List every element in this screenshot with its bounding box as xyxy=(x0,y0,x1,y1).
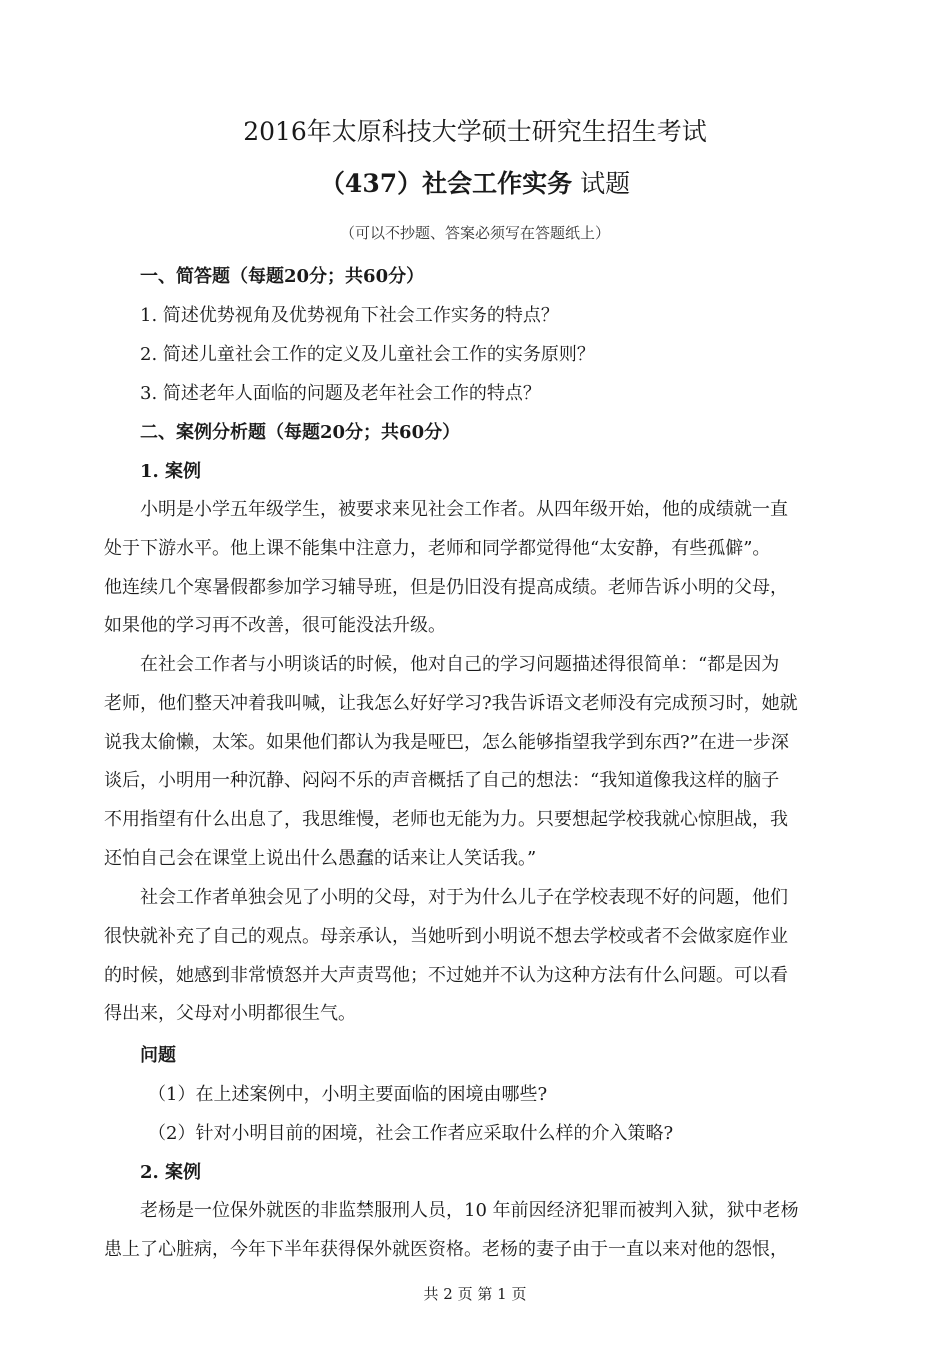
answer-note: （可以不抄题、答案必须写在答题纸上） xyxy=(339,224,610,242)
case1-question: （2）针对小明目前的困境，社会工作者应采取什么样的介入策略? xyxy=(148,1123,674,1144)
text-line: 他连续几个寒暑假都参加学习辅导班，但是仍旧没有提高成绩。老师告诉小明的父母， xyxy=(104,576,788,598)
text-line: 小明是小学五年级学生，被要求来见社会工作者。从四年级开始，他的成绩就一直 xyxy=(140,499,788,520)
page-footer: 共 2 页 第 1 页 xyxy=(423,1285,527,1303)
question-item: 3. 简述老年人面临的问题及老年社会工作的特点？ xyxy=(140,383,541,404)
case2-paragraph xyxy=(104,1192,870,1270)
exam-title: 2016年太原科技大学硕士研究生招生考试 xyxy=(243,117,707,146)
subject-code: （437）社会工作实务 xyxy=(319,169,573,198)
case1-label: 1. 案例 xyxy=(140,461,202,482)
case1-paragraph xyxy=(104,646,870,879)
text-line: 说我太偷懒，太笨。如果他们都认为我是哑巴，怎么能够指望我学到东西?”在进一步深 xyxy=(104,731,789,753)
case1-question: （1）在上述案例中，小明主要面临的困境由哪些? xyxy=(148,1084,548,1105)
case1-questions-label: 问题 xyxy=(140,1045,176,1066)
text-line: 很快就补充了自己的观点。母亲承认，当她听到小明说不想去学校或者不会做家庭作业 xyxy=(104,925,788,947)
case1-paragraph xyxy=(104,879,870,1034)
section1-heading: 一、简答题（每题20分；共60分） xyxy=(140,266,425,287)
text-line: 的时候，她感到非常愤怒并大声责骂他；不过她并不认为这种方法有什么问题。可以看 xyxy=(104,964,788,986)
case2-label: 2. 案例 xyxy=(140,1162,202,1183)
case1-paragraph xyxy=(104,491,870,646)
text-line: 谈后，小明用一种沉静、闷闷不乐的声音概括了自己的想法：“我知道像我这样的脑子 xyxy=(104,770,780,792)
text-line: 社会工作者单独会见了小明的父母，对于为什么儿子在学校表现不好的问题，他们 xyxy=(140,887,788,908)
subject-suffix: 试题 xyxy=(580,169,631,198)
text-line: 如果他的学习再不改善，很可能没法升级。 xyxy=(104,615,446,637)
text-line: 患上了心脏病，今年下半年获得保外就医资格。老杨的妻子由于一直以来对他的怨恨， xyxy=(104,1238,788,1260)
text-line: 老杨是一位保外就医的非监禁服刑人员，10 年前因经济犯罪而被判入狱，狱中老杨 xyxy=(140,1200,799,1221)
text-line: 还怕自己会在课堂上说出什么愚蠢的话来让人笑话我。” xyxy=(104,847,537,869)
section2-heading: 二、案例分析题（每题20分；共60分） xyxy=(140,422,461,443)
text-line: 得出来，父母对小明都很生气。 xyxy=(104,1003,356,1025)
question-item: 1. 简述优势视角及优势视角下社会工作实务的特点？ xyxy=(140,305,559,326)
text-line: 处于下游水平。他上课不能集中注意力，老师和同学都觉得他“太安静，有些孤僻”。 xyxy=(104,537,771,559)
subject-title xyxy=(0,164,950,204)
question-item: 2. 简述儿童社会工作的定义及儿童社会工作的实务原则？ xyxy=(140,344,595,365)
text-line: 在社会工作者与小明谈话的时候，他对自己的学习问题描述得很简单：“都是因为 xyxy=(140,654,780,675)
text-line: 老师，他们整天冲着我叫喊，让我怎么好好学习?我告诉语文老师没有完成预习时，她就 xyxy=(104,692,798,714)
text-line: 不用指望有什么出息了，我思维慢，老师也无能为力。只要想起学校我就心惊胆战，我 xyxy=(104,809,788,831)
